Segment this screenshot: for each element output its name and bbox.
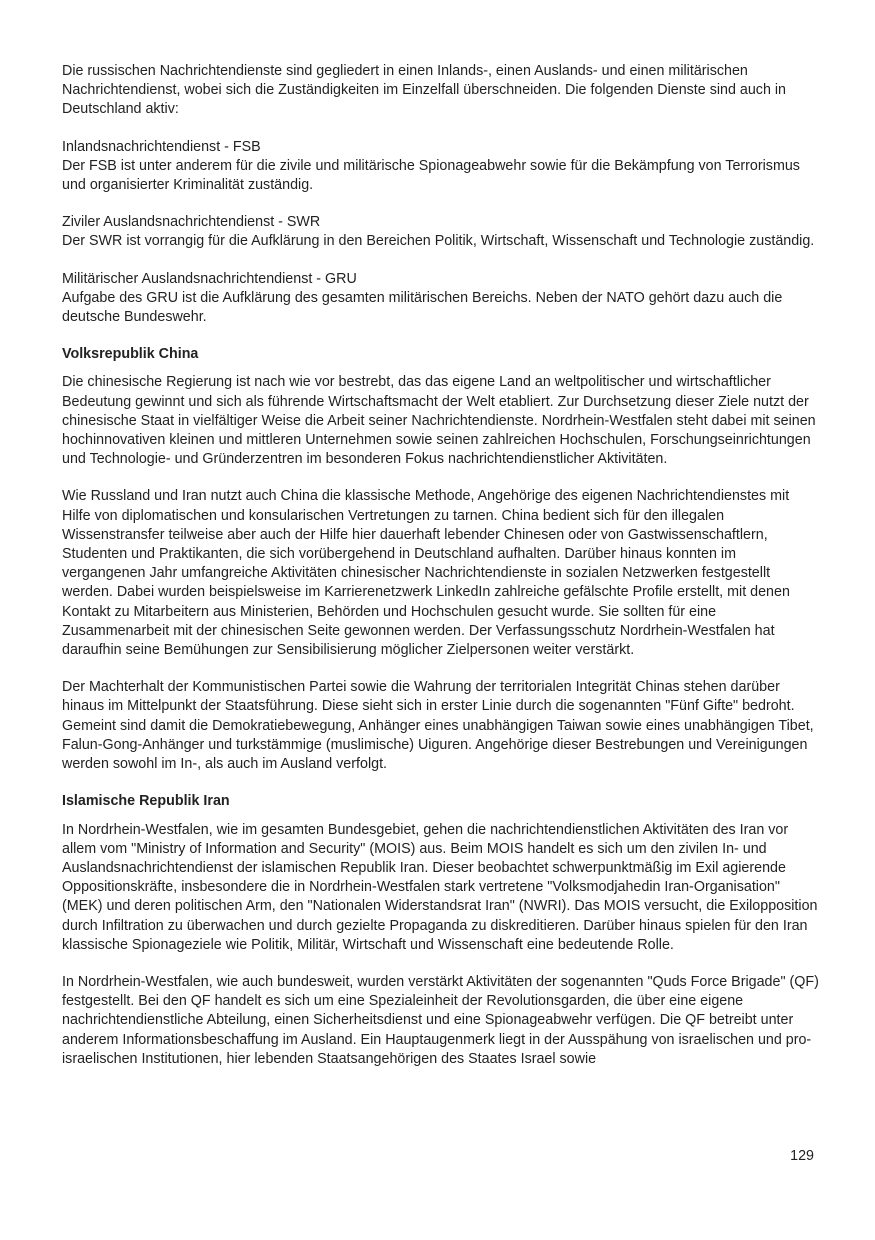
service-block-swr: [62, 213, 820, 251]
paragraph: In Nordrhein-Westfalen, wie auch bundesweit, wurden verstärkt Aktivitäten der sogenannten "Quds Force Brigade" (QF) festgestellt. Bei den QF handelt es sich um eine Spezialeinheit der Revolutionsgarden, die über eine eigene nachrichtendienstliche Abteilung, einen Sicherheitsdienst und eine Spionageabwehr verfügen. Die QF betreibt unter anderem Informationsbeschaffung im Ausland. Ein Hauptaugenmerk liegt in der Ausspähung von israelischen und pro-israelischen Institutionen, hier lebenden Staatsangehörigen des Staates Israel sowie: [62, 973, 819, 1067]
service-name: Inlandsnachrichtendienst - FSB: [62, 138, 261, 155]
service-name: Militärischer Auslandsnachrichtendienst - GRU: [62, 270, 357, 287]
service-block-gru: [62, 270, 820, 328]
paragraph: Wie Russland und Iran nutzt auch China die klassische Methode, Angehörige des eigenen Nachrichtendienstes mit Hilfe von diplomatischen und konsularischen Vertretungen zu tarnen. China bedient sich für den illegalen Wissenstransfer teilweise aber auch der Hilfe hier dauerhaft lebender Chinesen oder von Gastwissenschaftlern, Studenten und Praktikanten, die sich vorübergehend in Deutschland aufhalten. Darüber hinaus konnten im vergangenen Jahr umfangreiche Aktivitäten chinesischer Nachrichtendienste in sozialen Netzwerken festgestellt werden. Dabei wurden beispielsweise im Karrierenetzwerk LinkedIn zahlreiche gefälschte Profile erstellt, mit denen Kontakt zu Mitarbeitern aus Ministerien, Behörden und Hochschulen gesucht wurde. Sie sollten für eine Zusammenarbeit mit der chinesischen Seite gewonnen werden. Der Verfassungsschutz Nordrhein-Westfalen hat daraufhin seine Bemühungen zur Sensibilisierung möglicher Zielpersonen weiter verstärkt.: [62, 488, 790, 659]
service-text: Aufgabe des GRU ist die Aufklärung des gesamten militärischen Bereichs. Neben der NATO gehört dazu auch die deutsche Bundeswehr.: [62, 289, 783, 326]
document-page: [62, 62, 820, 1087]
paragraph: Die chinesische Regierung ist nach wie vor bestrebt, das das eigene Land an weltpolitischer und wirtschaftlicher Bedeutung gewinnt und sich als führende Wirtschaftsmacht der Welt etabliert. Zur Durchsetzung dieser Ziele nutzt der chinesische Staat in vielfältiger Weise die Arbeit seiner Nachrichtendienste. Nordrhein-Westfalen steht dabei mit seinen hochinnovativen kleinen und mittleren Unternehmen sowie seinen zahlreichen Hochschulen, Forschungseinrichtungen und Technologie- und Gründerzentren im besonderen Fokus nachrichtendienstlicher Aktivitäten.: [62, 374, 816, 468]
paragraph: Der Machterhalt der Kommunistischen Partei sowie die Wahrung der territorialen Integrität Chinas stehen darüber hinaus im Mittelpunkt der Staatsführung. Diese sieht sich in erster Linie durch die sogenannten "Fünf Gifte" bedroht. Gemeint sind damit die Demokratiebewegung, Anhänger eines unabhängigen Taiwan sowie eines unabhängigen Tibet, Falun-Gong-Anhänger und turkstämmige (muslimische) Uiguren. Angehörige dieser Bestrebungen und Vereinigungen werden sowohl im In-, als auch im Ausland verfolgt.: [62, 679, 814, 773]
section-heading-iran: Islamische Republik Iran: [62, 793, 230, 810]
service-name: Ziviler Auslandsnachrichtendienst - SWR: [62, 214, 321, 231]
service-text: Der FSB ist unter anderem für die zivile und militärische Spionageabwehr sowie für die Bekämpfung von Terrorismus und organisierter Kriminalität zuständig.: [62, 157, 800, 194]
page-number: 129: [790, 1148, 814, 1164]
section-heading-china: Volksrepublik China: [62, 346, 199, 363]
service-text: Der SWR ist vorrangig für die Aufklärung in den Bereichen Politik, Wirtschaft, Wissenschaft und Technologie zuständig.: [62, 233, 815, 250]
service-block-fsb: [62, 138, 820, 196]
intro-paragraph: Die russischen Nachrichtendienste sind gegliedert in einen Inlands-, einen Auslands- und einen militärischen Nachrichtendienst, wobei sich die Zuständigkeiten im Einzelfall überschneiden. Die folgenden Dienste sind auch in Deutschland aktiv:: [62, 63, 787, 118]
paragraph: In Nordrhein-Westfalen, wie im gesamten Bundesgebiet, gehen die nachrichtendienstlichen Aktivitäten des Iran vor allem vom "Ministry of Information and Security" (MOIS) aus. Beim MOIS handelt es sich um den zivilen In- und Auslandsnachrichtendienst der islamischen Republik Iran. Dieser beobachtet schwerpunktmäßig im Exil agierende Oppositionskräfte, insbesondere die in Nordrhein-Westfalen stark vertretene "Volksmodjahedin Iran-Organisation" (MEK) und deren politischen Arm, den "Nationalen Widerstandsrat Iran" (NWRI). Das MOIS versucht, die Exilopposition durch Infiltration zu überwachen und durch gezielte Propaganda zu diskreditieren. Darüber hinaus spielen für den Iran klassische Spionageziele wie Politik, Militär, Wirtschaft und Wissenschaft eine bedeutende Rolle.: [62, 821, 818, 953]
